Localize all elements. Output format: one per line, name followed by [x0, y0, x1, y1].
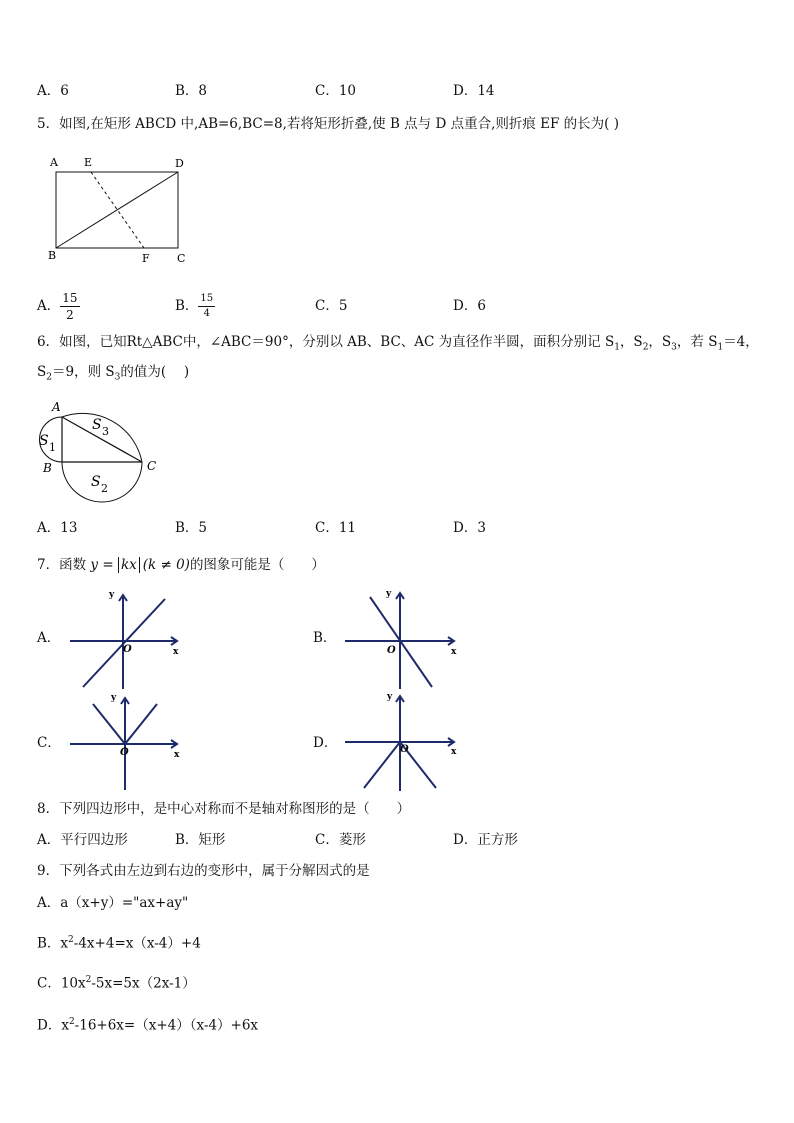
q8-option-c: C．菱形 — [315, 832, 366, 848]
q9-option-c-part: -5x=5x（2x-1） — [91, 975, 196, 992]
q4-option-b: B．8 — [175, 83, 208, 99]
q9-option-b-part: -4x+4=x（x-4）+4 — [73, 935, 201, 952]
q9-option-b-exponent: 2 — [68, 935, 74, 945]
q5-option-d: D．6 — [453, 298, 486, 314]
y-axis-label: y — [109, 590, 115, 600]
label-s2: S — [91, 474, 101, 490]
label-a: A — [50, 156, 58, 169]
q6-stem-part: 中，∠ABC＝90°，分别以 AB、BC、AC 为直径作半圆，面积分别记 S — [182, 334, 615, 350]
q5-rectangle-figure — [45, 152, 195, 267]
y-axis-label: y — [387, 692, 393, 702]
x-axis-label: x — [174, 750, 180, 760]
q8-option-b: B．矩形 — [175, 832, 226, 848]
q8-stem: 8．下列四边形中，是中心对称而不是轴对称图形的是（ ） — [37, 801, 411, 817]
q7-formula-eq: = — [98, 557, 118, 573]
q6-stem-part: ，S — [648, 334, 672, 350]
q7-graph-b — [340, 585, 465, 690]
q5-option-c: C．5 — [315, 298, 348, 314]
q7-option-a-label: A． — [37, 630, 61, 646]
q6-subscript: 1 — [614, 342, 620, 353]
q6-stem-line1 — [37, 333, 759, 357]
q6-stem-part: ，若 S — [676, 334, 718, 350]
q6-option-c: C．11 — [315, 520, 357, 536]
x-axis-label: x — [173, 647, 179, 657]
q9-option-d-part: -16+6x=（x+4）（x-4）+6x — [74, 1017, 259, 1034]
q9-option-c-part: C．10x — [37, 975, 86, 992]
label-s3: S — [92, 417, 102, 433]
q6-option-d: D．3 — [453, 520, 486, 536]
q6-option-b: B．5 — [175, 520, 208, 536]
label-s1-sub: 1 — [49, 441, 56, 454]
q7-stem-part: 的图象可能是（ ） — [189, 557, 325, 573]
q6-stem-part: ＝4， — [723, 334, 759, 350]
label-c: C — [147, 459, 157, 473]
origin-label: O — [387, 645, 396, 656]
label-b: B — [43, 461, 52, 475]
q9-option-b — [37, 931, 201, 953]
label-a: A — [52, 400, 61, 414]
q5-option-b-prefix: B． — [175, 298, 199, 314]
q5-option-a-fraction — [60, 292, 79, 321]
q5-option-a — [37, 288, 80, 324]
q7-stem — [37, 556, 325, 574]
q8-option-d: D．正方形 — [453, 832, 518, 848]
q6-stem-part: ，S — [619, 334, 643, 350]
q9-option-c-exponent: 2 — [85, 975, 92, 985]
q7-graph-a — [65, 585, 190, 690]
q7-stem-part: 7．函数 — [37, 557, 87, 573]
side-ac — [62, 417, 142, 462]
q9-option-a: A．a（x+y）="ax+ay" — [37, 895, 189, 911]
q6-stem-part: 6．如图，已知 — [37, 334, 127, 350]
q6-subscript: 1 — [717, 342, 724, 353]
y-axis-label: y — [111, 693, 117, 703]
x-axis-label: x — [451, 747, 457, 757]
origin-label: O — [123, 644, 132, 655]
label-s2-sub: 2 — [101, 482, 108, 495]
q6-option-a: A．13 — [37, 520, 78, 536]
q7-graph-c — [65, 688, 190, 793]
q7-formula-y: y — [90, 557, 99, 573]
q5-option-a-numerator: 15 — [62, 290, 78, 305]
q4-option-c: C．10 — [315, 83, 357, 99]
q7-formula-abs: kx — [118, 557, 140, 573]
q6-semicircles-figure — [33, 390, 168, 512]
q7-option-b-label: B． — [313, 630, 337, 646]
q5-option-b — [175, 288, 215, 324]
q6-stem-part: ＝9，则 S — [51, 364, 115, 380]
q4-option-a: A．6 — [37, 83, 69, 99]
q6-subscript: 3 — [114, 372, 121, 383]
q6-stem-triangle: Rt△ABC — [126, 334, 183, 350]
q9-option-d-exponent: 2 — [68, 1017, 75, 1027]
q5-stem: 5．如图,在矩形 ABCD 中,AB=6,BC=8,若将矩形折叠,使 B 点与 D 点重合,则折痕 EF 的长为( ) — [37, 116, 620, 132]
q5-option-a-prefix: A． — [37, 298, 61, 314]
q6-subscript: 2 — [46, 372, 52, 383]
label-f: F — [142, 252, 150, 265]
q7-graph-d — [340, 688, 465, 793]
q6-stem-part: S — [37, 364, 47, 380]
q4-option-d: D．14 — [453, 83, 495, 99]
q6-subscript: 3 — [671, 342, 677, 353]
q8-option-a: A．平行四边形 — [37, 832, 128, 848]
y-axis-label: y — [386, 589, 392, 599]
q9-option-c — [37, 971, 196, 993]
label-b: B — [48, 249, 57, 262]
q5-option-b-fraction — [198, 294, 215, 319]
origin-label: O — [400, 744, 409, 755]
q9-option-d — [37, 1013, 258, 1035]
label-s3-sub: 3 — [102, 425, 109, 438]
q5-option-a-denominator: 2 — [66, 307, 74, 322]
q6-stem-line2 — [37, 363, 189, 387]
q6-stem-part: 的值为( ) — [120, 364, 190, 380]
q7-option-d-label: D． — [313, 735, 338, 751]
x-axis-label: x — [451, 647, 457, 657]
q9-option-d-part: D．x — [37, 1017, 69, 1034]
label-c: C — [177, 252, 186, 265]
q6-subscript: 2 — [642, 342, 649, 353]
label-s1: S — [39, 433, 49, 449]
q7-option-c-label: C． — [37, 735, 61, 751]
q9-option-b-part: B．x — [37, 935, 69, 952]
q5-option-b-denominator: 4 — [203, 307, 210, 319]
origin-label: O — [120, 747, 129, 758]
q7-formula-condition: (k ≠ 0) — [142, 557, 190, 573]
diagonal-bd — [56, 172, 178, 248]
label-d: D — [175, 157, 184, 170]
label-e: E — [84, 156, 93, 169]
q5-option-b-numerator: 15 — [200, 292, 214, 304]
q9-stem: 9．下列各式由左边到右边的变形中，属于分解因式的是 — [37, 863, 370, 879]
